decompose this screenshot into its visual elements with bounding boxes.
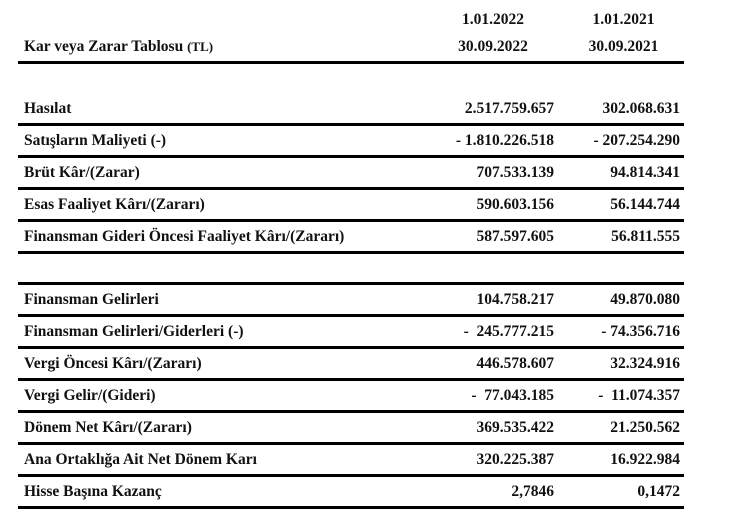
- value-2021: 16.922.984: [610, 451, 680, 468]
- table-row: [18, 126, 684, 158]
- value-2022: 104.758.217: [476, 291, 554, 308]
- table-header: [18, 0, 684, 64]
- table-row: [18, 190, 684, 222]
- row-label: Esas Faaliyet Kârı/(Zararı): [24, 196, 205, 213]
- value-2022: 587.597.605: [476, 228, 554, 245]
- title-text: Kar veya Zarar Tablosu: [24, 38, 184, 55]
- table-row: [18, 285, 684, 317]
- period-2022-start: 1.01.2022: [462, 11, 524, 28]
- income-statement-table: [18, 0, 684, 509]
- table-row: [18, 477, 684, 509]
- value-2022: 707.533.139: [476, 164, 554, 181]
- table-title: [24, 38, 213, 56]
- row-label: Brüt Kâr/(Zarar): [24, 164, 140, 181]
- table-row: [18, 349, 684, 381]
- value-2021: - 11.074.357: [598, 387, 680, 404]
- title-unit: (TL): [187, 39, 214, 54]
- row-label: Ana Ortaklığa Ait Net Dönem Karı: [24, 451, 257, 468]
- value-2022: 320.225.387: [476, 451, 554, 468]
- section-financial: [18, 285, 684, 509]
- value-2022: - 1.810.226.518: [455, 132, 554, 149]
- value-2021: - 74.356.716: [601, 323, 680, 340]
- table-row: [18, 381, 684, 413]
- period-2021-end: 30.09.2021: [588, 38, 659, 55]
- period-2021-start: 1.01.2021: [592, 11, 655, 28]
- row-label: Satışların Maliyeti (-): [24, 132, 167, 149]
- row-label: Finansman Gelirleri/Giderleri (-): [24, 323, 244, 340]
- value-2021: 302.068.631: [602, 100, 680, 117]
- row-label: Hasılat: [24, 100, 72, 117]
- value-2022: 369.535.422: [476, 419, 554, 436]
- value-2022: 590.603.156: [476, 196, 554, 213]
- period-2022-end: 30.09.2022: [458, 38, 528, 55]
- value-2022: 446.578.607: [476, 355, 554, 372]
- row-label: Finansman Gelirleri: [24, 291, 159, 308]
- row-label: Hisse Başına Kazanç: [24, 483, 162, 500]
- table-row: [18, 445, 684, 477]
- row-label: Vergi Gelir/(Gideri): [24, 387, 156, 404]
- table-row: [18, 413, 684, 445]
- value-2021: 56.811.555: [611, 228, 680, 245]
- table-row: [18, 317, 684, 349]
- value-2021: - 207.254.290: [593, 132, 680, 149]
- value-2021: 32.324.916: [610, 355, 680, 372]
- spacer: [18, 64, 684, 94]
- value-2021: 49.870.080: [610, 291, 680, 308]
- value-2021: 56.144.744: [610, 196, 680, 213]
- value-2021: 21.250.562: [610, 419, 680, 436]
- value-2022: - 77.043.185: [471, 387, 554, 404]
- table-row: [18, 94, 684, 126]
- value-2022: 2,7846: [511, 483, 554, 500]
- value-2021: 0,1472: [637, 483, 680, 500]
- value-2022: 2.517.759.657: [464, 100, 554, 117]
- row-label: Vergi Öncesi Kârı/(Zararı): [24, 355, 202, 372]
- table-row: [18, 158, 684, 190]
- value-2022: - 245.777.215: [463, 323, 554, 340]
- value-2021: 94.814.341: [610, 164, 680, 181]
- section-gap: [18, 254, 684, 285]
- table-row: [18, 222, 684, 254]
- section-operating: [18, 94, 684, 254]
- row-label: Dönem Net Kârı/(Zararı): [24, 419, 192, 436]
- row-label: Finansman Gideri Öncesi Faaliyet Kârı/(Zararı): [24, 228, 345, 245]
